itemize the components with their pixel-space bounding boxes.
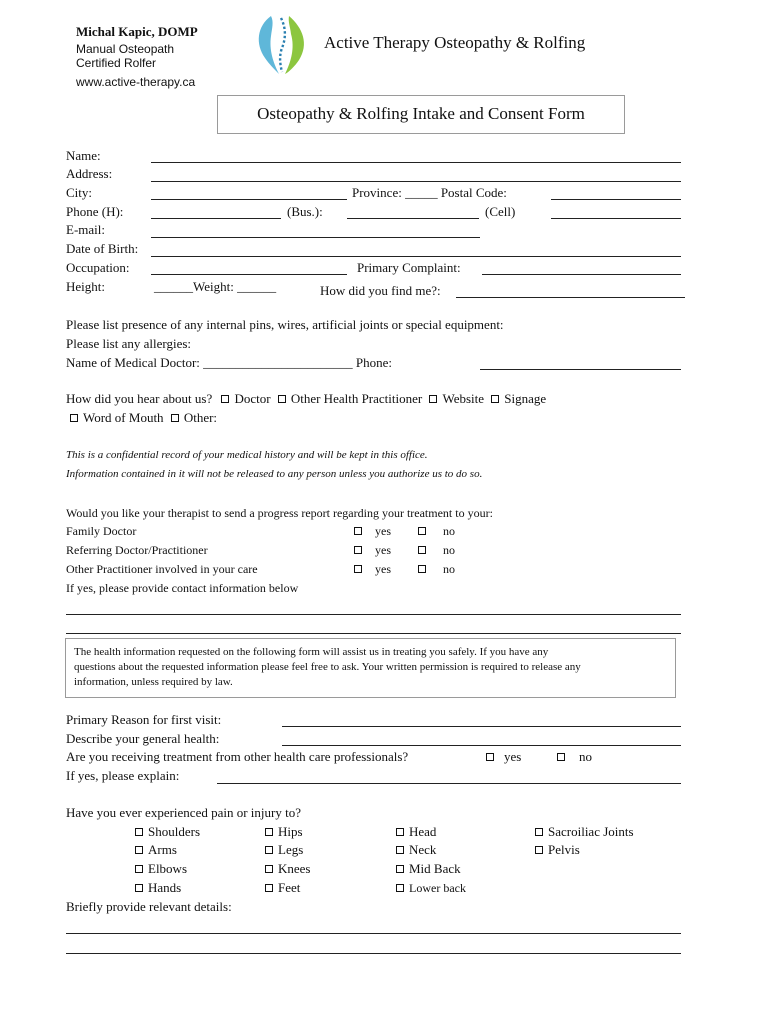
pain-hips[interactable]: Hips [265,824,303,840]
checkbox[interactable] [396,865,404,873]
pain-sacroiliac-joints[interactable]: Sacroiliac Joints [535,824,634,840]
other-practitioner-yes[interactable]: yes [354,562,391,577]
city-label: City: [66,185,93,200]
option-other-health-practitioner[interactable]: Other Health Practitioner [278,391,422,406]
business-name: Active Therapy Osteopathy & Rolfing [324,33,586,52]
checkbox[interactable] [135,884,143,892]
referring-doctor-yes[interactable]: yes [354,543,391,558]
checkbox[interactable] [354,546,362,554]
contact-info-note: If yes, please provide contact information below [66,581,299,595]
checkbox[interactable] [135,846,143,854]
option-website[interactable]: Website [429,391,484,406]
dob-field[interactable] [151,256,681,257]
explain-field[interactable] [217,783,681,784]
checkbox[interactable] [278,395,286,403]
checkbox[interactable] [396,828,404,836]
pain-pelvis[interactable]: Pelvis [535,842,580,858]
pain-neck[interactable]: Neck [396,842,436,858]
referring-doctor-no[interactable]: no [418,543,455,558]
phone-bus-field[interactable] [347,218,479,219]
notice-line-1: The health information requested on the following form will assist us in treating you safely. If you have any [74,646,549,658]
occupation-field[interactable] [151,274,347,275]
other-treatment-question: Are you receiving treatment from other health care professionals? [66,749,409,764]
pain-elbows[interactable]: Elbows [135,861,187,877]
checkbox[interactable] [135,865,143,873]
checkbox[interactable] [171,414,179,422]
other-treatment-no[interactable]: no [557,749,592,765]
family-doctor-no[interactable]: no [418,524,455,539]
checkbox[interactable] [265,846,273,854]
checkbox[interactable] [354,565,362,573]
hear-about-row [66,391,546,407]
city-field[interactable] [151,199,347,200]
checkbox[interactable] [418,546,426,554]
other-treatment-yes[interactable]: yes [486,749,521,765]
checkbox[interactable] [557,753,565,761]
checkbox[interactable] [486,753,494,761]
spine-logo-icon [255,14,311,81]
hear-about-question: How did you hear about us? [66,391,213,406]
pain-hands[interactable]: Hands [135,880,181,896]
how-find-me-field[interactable] [456,297,685,298]
weight-label: ______Weight: ______ [154,279,277,294]
details-field-1[interactable] [66,933,681,934]
checkbox[interactable] [135,828,143,836]
confidential-note-2: Information contained in it will not be released to any person unless you authorize us to do so. [66,468,483,480]
checkbox[interactable] [221,395,229,403]
checkbox[interactable] [429,395,437,403]
primary-complaint-label: Primary Complaint: [357,260,461,275]
name-label: Name: [66,148,101,163]
checkbox[interactable] [418,565,426,573]
credential-osteopath: Manual Osteopath [76,42,175,56]
phone-cell-label: (Cell) [485,204,516,219]
website-link[interactable]: www.active-therapy.ca [76,75,196,89]
phone-home-label: Phone (H): [66,204,124,219]
checkbox[interactable] [265,865,273,873]
pain-mid-back[interactable]: Mid Back [396,861,461,877]
option-signage[interactable]: Signage [491,391,546,406]
checkbox[interactable] [396,884,404,892]
pain-legs[interactable]: Legs [265,842,303,858]
other-practitioner-no[interactable]: no [418,562,455,577]
name-field[interactable] [151,162,681,163]
explain-label: If yes, please explain: [66,768,180,783]
email-field[interactable] [151,237,480,238]
referring-doctor-label: Referring Doctor/Practitioner [66,543,208,557]
dob-label: Date of Birth: [66,241,139,256]
pain-arms[interactable]: Arms [135,842,177,858]
internal-pins-question: Please list presence of any internal pins, wires, artificial joints or special equipment: [66,317,504,332]
option-word-of-mouth[interactable]: Word of Mouth [70,410,164,425]
province-postal-label: Province: _____ Postal Code: [352,185,507,200]
pain-feet[interactable]: Feet [265,880,300,896]
checkbox[interactable] [535,846,543,854]
postal-code-field[interactable] [551,199,681,200]
option-other[interactable]: Other: [171,410,217,425]
primary-reason-field[interactable] [282,726,681,727]
how-find-me-label: How did you find me?: [320,283,441,298]
option-doctor[interactable]: Doctor [221,391,270,406]
pain-injury-question: Have you ever experienced pain or injury to? [66,805,301,820]
credential-rolfer: Certified Rolfer [76,56,157,70]
checkbox[interactable] [491,395,499,403]
checkbox[interactable] [535,828,543,836]
address-field[interactable] [151,181,681,182]
checkbox[interactable] [265,884,273,892]
other-practitioner-label: Other Practitioner involved in your care [66,562,258,576]
pain-head[interactable]: Head [396,824,436,840]
checkbox[interactable] [265,828,273,836]
family-doctor-label: Family Doctor [66,524,137,538]
occupation-label: Occupation: [66,260,130,275]
contact-info-field-1[interactable] [66,614,681,615]
phone-cell-field[interactable] [551,218,681,219]
family-doctor-yes[interactable]: yes [354,524,391,539]
doctor-phone-field[interactable] [480,369,681,370]
notice-line-2: questions about the requested information please feel free to ask. Your written permission is required to release any [74,661,581,673]
contact-info-field-2[interactable] [66,633,681,634]
general-health-field[interactable] [282,745,681,746]
pain-lower-back[interactable]: Lower back [396,881,466,896]
hear-about-row-2 [70,410,217,426]
details-field-2[interactable] [66,953,681,954]
practitioner-name: Michal Kapic, DOMP [76,24,198,39]
email-label: E-mail: [66,222,105,237]
relevant-details-label: Briefly provide relevant details: [66,899,232,914]
primary-complaint-field[interactable] [482,274,681,275]
primary-reason-label: Primary Reason for first visit: [66,712,222,727]
general-health-label: Describe your general health: [66,731,220,746]
form-title: Osteopathy & Rolfing Intake and Consent Form [257,104,585,123]
phone-home-field[interactable] [151,218,281,219]
checkbox[interactable] [418,527,426,535]
checkbox[interactable] [70,414,78,422]
allergies-question: Please list any allergies: [66,336,192,351]
checkbox[interactable] [354,527,362,535]
progress-report-question: Would you like your therapist to send a progress report regarding your treatment to your: [66,506,493,520]
confidential-note-1: This is a confidential record of your medical history and will be kept in this office. [66,449,428,461]
phone-bus-label: (Bus.): [287,204,323,219]
pain-knees[interactable]: Knees [265,861,311,877]
notice-line-3: information, unless required by law. [74,676,233,688]
medical-doctor-label: Name of Medical Doctor: _______________________ Phone: [66,355,393,370]
address-label: Address: [66,166,113,181]
pain-shoulders[interactable]: Shoulders [135,824,200,840]
height-label: Height: [66,279,105,294]
checkbox[interactable] [396,846,404,854]
